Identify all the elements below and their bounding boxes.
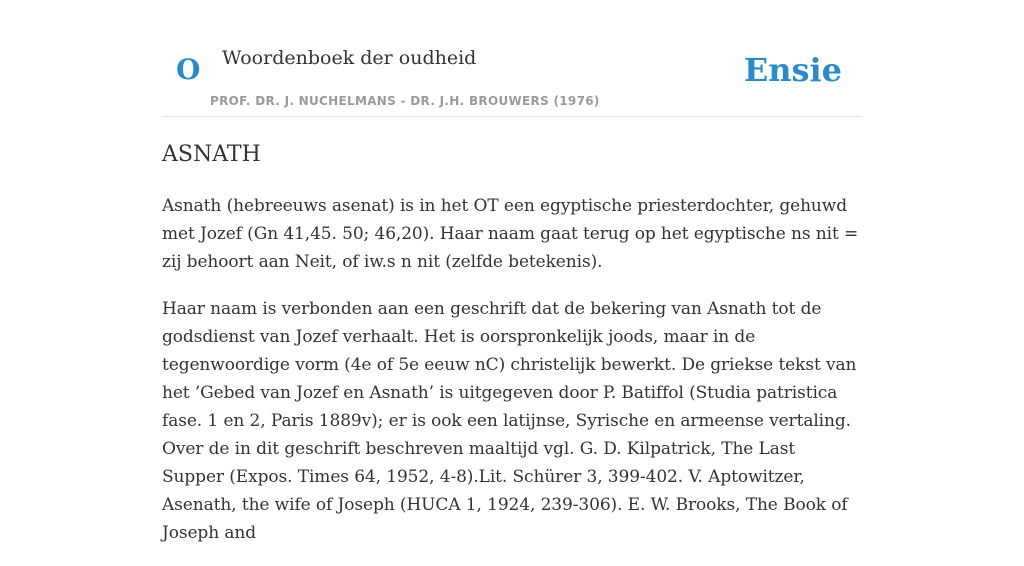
index-letter[interactable]: O [176, 53, 201, 86]
entry-headword: ASNATH [162, 142, 261, 167]
entry-paragraph: Asnath (hebreeuws asenat) is in het OT een egyptische priesterdochter, gehuwd met Jozef (Gn 41,45. 50; 46,20). Haar naam gaat terug op het egyptische ns nit = zij behoort aan Neit, of iw.s n nit (zelfde betekenis). [162, 196, 859, 272]
book-title[interactable]: Woordenboek der oudheid [222, 47, 477, 69]
entry-paragraph: Haar naam is verbonden aan een geschrift dat de bekering van Asnath tot de godsdienst van Jozef verhaalt. Het is oorspronkelijk joods, maar in de tegenwoordige vorm (4e of 5e eeuw nC) christelijk bewerkt. De griekse tekst van het ’Gebed van Jozef en Asnath’ is uitgegeven door P. Batiffol (Studia patristica fase. 1 en 2, Paris 1889v); er is ook een latijnse, Syrische en armeense vertaling. Over de in dit geschrift beschreven maaltijd vgl. G. D. Kilpatrick, The Last Supper (Expos. Times 64, 1952, 4-8).Lit. Schürer 3, 399-402. V. Aptowitzer, Asenath, the wife of Joseph (HUCA 1, 1924, 239-306). E. W. Brooks, The Book of Joseph and [162, 299, 857, 543]
entry-content [162, 192, 862, 566]
book-authors: PROF. DR. J. NUCHELMANS - DR. J.H. BROUWERS (1976) [210, 94, 600, 108]
ensie-logo[interactable]: Ensie [743, 51, 842, 89]
header [162, 0, 862, 117]
